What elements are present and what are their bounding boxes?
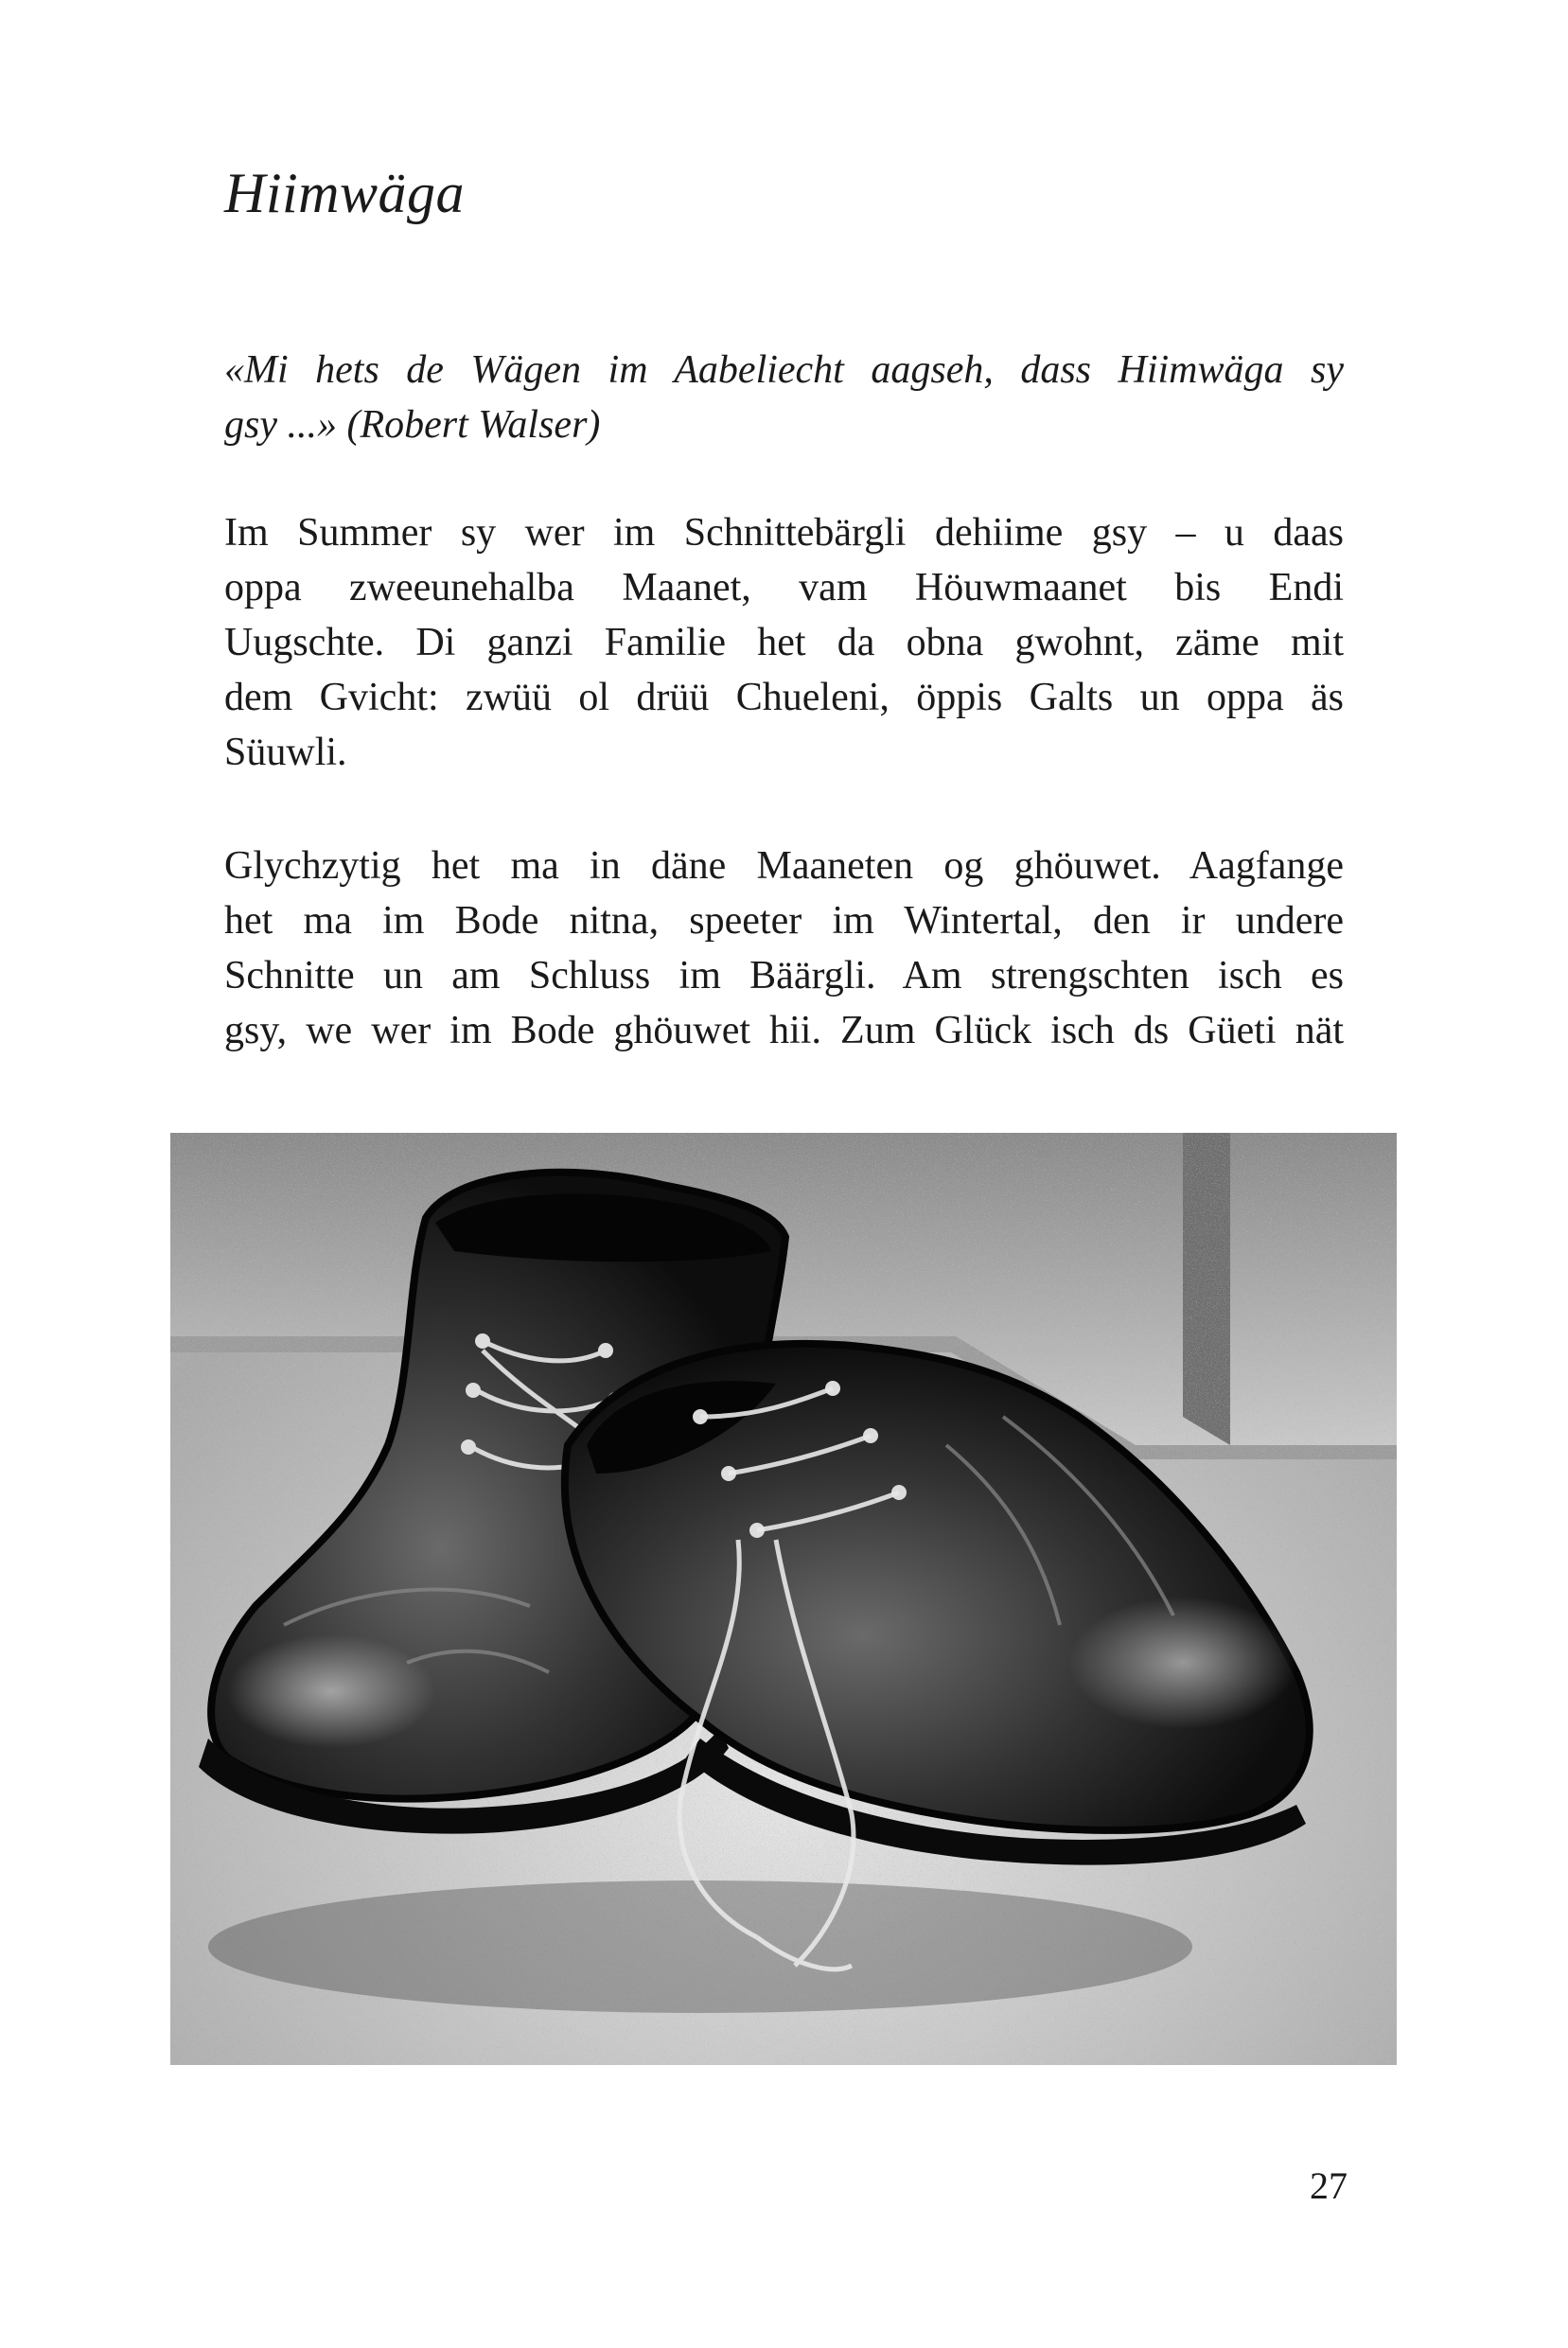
epigraph [224,343,1344,452]
page-number: 27 [1310,2164,1348,2207]
paragraph-line: Im Summer sy wer im Schnittebärgli dehiime gsy – u daas [224,511,1344,555]
paragraph-line: het ma im Bode nitna, speeter im Wintertal, den ir undere [224,899,1344,943]
paragraph [224,505,1344,780]
boots-drawing-icon [170,1133,1397,2065]
paragraph-line: dem Gvicht: zwüü ol drüü Chueleni, öppis Galts un oppa äs [224,676,1344,719]
paragraph-line: Schnitte un am Schluss im Bäärgli. Am strengschten isch es [224,954,1344,997]
paragraph-line: Glychzytig het ma in däne Maaneten og ghöuwet. Aagfange [224,844,1344,888]
epigraph-line: «Mi hets de Wägen im Aabeliecht aagseh, dass Hiimwäga sy [224,348,1344,392]
paragraph-line: oppa zweeunehalba Maanet, vam Höuwmaanet bis Endi [224,566,1344,609]
paragraph-line: Uugschte. Di ganzi Familie het da obna gwohnt, zäme mit [224,621,1344,664]
paragraph [224,839,1344,1058]
paragraph-line: gsy, we wer im Bode ghöuwet hii. Zum Glück isch ds Güeti nät [224,1009,1344,1052]
epigraph-line: gsy ...» (Robert Walser) [224,403,601,447]
boots-illustration [170,1133,1397,2065]
paragraph-line: Süuwli. [224,731,347,774]
page-title: Hiimwäga [224,162,466,224]
